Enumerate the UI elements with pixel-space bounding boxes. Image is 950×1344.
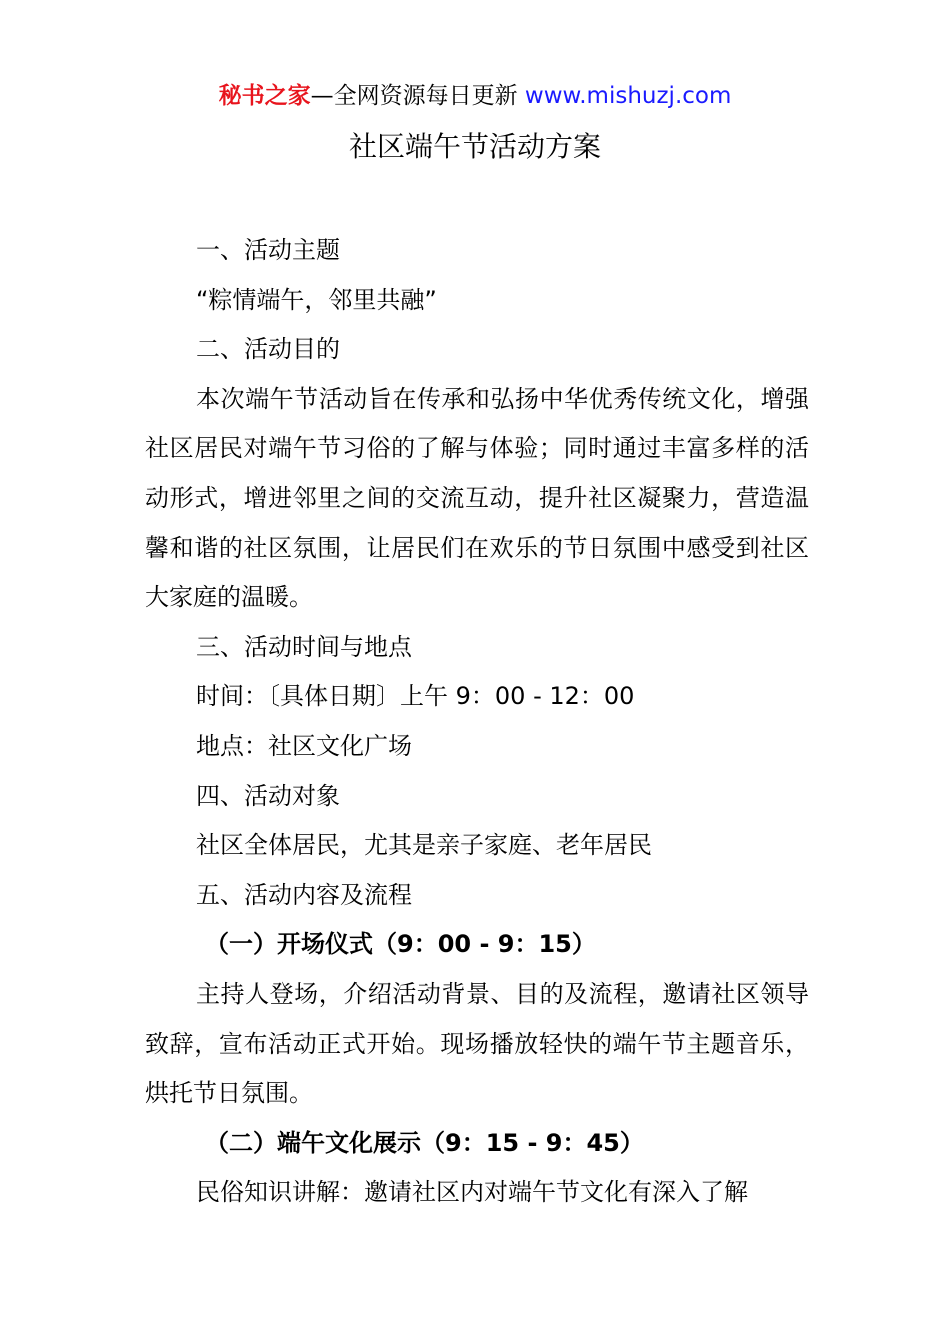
section-heading-time-place: 三、活动时间与地点 <box>196 632 412 661</box>
document-body <box>145 226 809 1218</box>
header-tagline: —全网资源每日更新 <box>310 83 525 109</box>
site-url-link[interactable]: www.mishuzj.com <box>524 83 732 109</box>
document-title: 社区端午节活动方案 <box>348 130 601 163</box>
time-text: 时间：〔具体日期〕上午 9：00 - 12：00 <box>196 682 635 711</box>
subsection-heading-culture: （二）端午文化展示（9：15 - 9：45） <box>205 1128 644 1157</box>
theme-text: “粽情端午，邻里共融” <box>196 285 437 314</box>
section-heading-program: 五、活动内容及流程 <box>196 880 412 909</box>
place-text: 地点：社区文化广场 <box>196 731 412 760</box>
section-heading-audience: 四、活动对象 <box>196 781 340 810</box>
subsection-heading-opening: （一）开场仪式（9：00 - 9：15） <box>205 930 596 959</box>
culture-paragraph: 民俗知识讲解：邀请社区内对端午节文化有深入了解 <box>196 1178 748 1207</box>
brand-name: 秘书之家 <box>218 83 311 109</box>
site-header <box>0 79 950 113</box>
section-heading-purpose: 二、活动目的 <box>196 335 340 364</box>
opening-paragraph: 主持人登场，介绍活动背景、目的及流程，邀请社区领导致辞，宣布活动正式开始。现场播放轻快的端午节主题音乐，烘托节日氛围。 <box>145 979 809 1108</box>
audience-text: 社区全体居民，尤其是亲子家庭、老年居民 <box>196 831 652 860</box>
section-heading-theme: 一、活动主题 <box>196 236 340 264</box>
purpose-paragraph: 本次端午节活动旨在传承和弘扬中华优秀传统文化，增强社区居民对端午节习俗的了解与体验；同时通过丰富多样的活动形式，增进邻里之间的交流互动，提升社区凝聚力，营造温馨和谐的社区氛围，让居民们在欢乐的节日氛围中感受到社区大家庭的温暖。 <box>145 384 809 612</box>
